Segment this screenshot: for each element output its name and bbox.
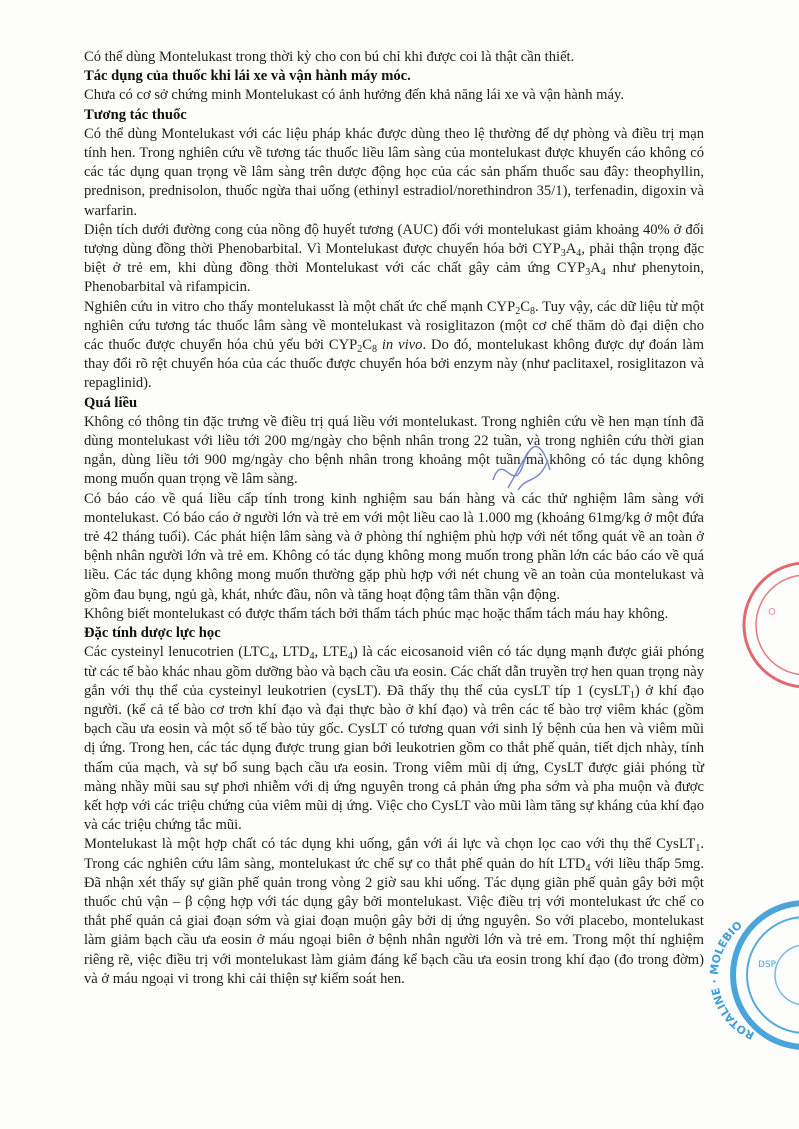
- body-paragraph: Các cysteinyl lenucotrien ($LTC_4$, $LTD_4$, $LTE_4$) là các eicosanoid viên có tác dụng mạnh được giải phóng từ các tế bào khác nhau gồm dưỡng bào và bạch cầu ưa eosin. Các chất dẫn truyền trợ hen quan trọng này gắn với thụ thể của cysteinyl leukotrien (cysLT). Đã thấy thụ thể của cysLT típ 1 (cysLT$_1$) ở khí đạo người. (kể cả tế bào cơ trơn khí đạo và đại thực bào ở khí đạo) và trên các tế bào trợ viêm khác (gồm bạch cầu ưa eosin và một số tế bào tủy gốc. CysLT có tương quan với sinh lý bệnh của hen và viêm mũi dị ứng. Trong hen, các tác dụng được trung gian bởi leukotrien gồm co thắt phế quản, tiết dịch nhày, tính thấm của mạch, và sự bổ sung bạch cầu ưa eosin. Trong viêm mũi dị ứng, CysLT được giải phóng từ màng nhầy mũi sau sự phơi nhiễm với dị ứng nguyên trong cả phản ứng pha sớm và pha muộn và được kết hợp với các triệu chứng của viêm mũi dị ứng. Việc cho CysLT vào mũi làm tăng sự kháng của khí đạo và các triệu chứng tắc mũi.: [84, 644, 704, 834]
- blue-company-stamp: [700, 895, 799, 1055]
- blue-stamp-text: ROTALINE · MOLEBIO: [707, 918, 757, 1043]
- body-paragraph: Không có thông tin đặc trưng về điều trị quá liều với montelukast. Trong nghiên cứu về hen mạn tính đã dùng montelukast với liều tới 200 mg/ngày cho bệnh nhân trong 22 tuần, và trong nghiên cứu thời gian ngắn, dùng liều tới 900 mg/ngày cho bệnh nhân trong khoảng một tuần mà không có tác dụng không mong muốn quan trọng về lâm sàng.: [84, 413, 704, 488]
- body-paragraph: Có thể dùng Montelukast trong thời kỳ cho con bú chỉ khi được coi là thật cần thiết.: [84, 49, 575, 65]
- body-paragraph: Diện tích dưới đường cong của nồng độ huyết tương (AUC) đối với montelukast giảm khoảng 40% ở đối tượng dùng đồng thời Phenobarbital. Vì Montelukast được chuyển hóa bởi $CYP_3A_4$, phải thận trọng đặc biệt ở trẻ em, khi dùng đồng thời Montelukast với các chất gây cảm ứng $CYP_3A_4$ như phenytoin, Phenobarbital và rifampicin.: [84, 221, 704, 296]
- body-paragraph: Có báo cáo về quá liều cấp tính trong kinh nghiệm sau bán hàng và các thử nghiệm lâm sàng với montelukast. Có báo cáo ở người lớn và trẻ em với một liều cao là 1.000 mg (khoảng 61mg/kg ở một đứa trẻ 42 tháng tuổi). Các phát hiện lâm sàng và ở phòng thí nghiệm phù hợp với nét tổng quát về an toàn ở bệnh nhân người lớn và trẻ em. Không có tác dụng không mong muốn trong phần lớn các báo cáo về quá liều. Các tác dụng không mong muốn thường gặp phù hợp với nét chung về an toàn của montelukast và gồm đau bụng, ngủ gà, khát, nhức đầu, nôn và tăng hoạt động tâm thần vận động.: [84, 490, 704, 603]
- body-paragraph: Có thể dùng Montelukast với các liệu pháp khác được dùng theo lệ thường để dự phòng và điều trị mạn tính hen. Trong nghiên cứu về tương tác thuốc liều lâm sàng của montelukast được khuyến cáo không có các tác dụng quan trọng về lâm sàng trên dược động học của các sản phẩm thuốc sau đây: theophyllin, prednison, prednisolon, thuốc ngừa thai uống (ethinyl estradiol/norethindron 35/1), terfenadin, digoxin và warfarin.: [84, 125, 704, 219]
- body-paragraph: Nghiên cứu in vitro cho thấy montelukasst là một chất ức chế mạnh $CYP_2C_8$. Tuy vậy, các dữ liệu từ một nghiên cứu tương tác thuốc lâm sàng về montelukast và rosiglitazon (một cơ chế thăm dò đại diện cho các thuốc được chuyển hóa chủ yếu bởi $CYP_2C_8$ in vivo. Do đó, montelukast không được dự đoán làm thay đổi rõ rệt chuyển hóa của các thuốc được chuyển hóa bởi enzym này (như paclitaxel, rosiglitazon và repaglinid).: [84, 298, 704, 392]
- section-heading: Tương tác thuốc: [84, 106, 187, 123]
- section-heading: Đặc tính dược lực học: [84, 625, 221, 642]
- section-heading: Tác dụng của thuốc khi lái xe và vận hành máy móc.: [84, 68, 411, 85]
- blue-stamp-code: DSP: [758, 960, 777, 970]
- document-body: [84, 48, 704, 989]
- signature-mark: [488, 440, 558, 500]
- red-seal-stamp: [728, 555, 799, 695]
- body-paragraph: Chưa có cơ sở chứng minh Montelukast có ảnh hưởng đến khả năng lái xe và vận hành máy.: [84, 87, 624, 104]
- body-paragraph: Không biết montelukast có được thẩm tách bởi thẩm tách phúc mạc hoặc thẩm tách máu hay không.: [84, 605, 669, 622]
- section-heading: Quá liều: [84, 394, 138, 411]
- svg-text:O: O: [768, 607, 776, 618]
- body-paragraph: Montelukast là một hợp chất có tác dụng khi uống, gắn với ái lực và chọn lọc cao với thụ thể CysLT$_1$. Trong các nghiên cứu lâm sàng, montelukast ức chế sự co thắt phế quản do hít $LTD_4$ với liều thấp 5mg. Đã nhận xét thấy sự giãn phế quản trong vòng 2 giờ sau khi uống. Tác dụng giãn phế quản gây bởi một thuốc chủ vận – β cộng hợp với tác dụng gây bởi montelukast. Việc điều trị với montelukast ức chế co thắt phế quản cả giai đoạn sớm và giai đoạn muộn gây bởi dị ứng nguyên. So với placebo, montelukast làm giảm bạch cầu ưa eosin ở máu ngoại biên ở bệnh nhân người lớn và trẻ em. Trong một thí nghiệm riêng rẽ, việc điều trị với montelukast làm giảm đáng kể bạch cầu ưa eosin trong khí đạo (đo trong đờm) và ở máu ngoại vi trong khi cải thiện sự kiểm soát hen.: [84, 836, 704, 987]
